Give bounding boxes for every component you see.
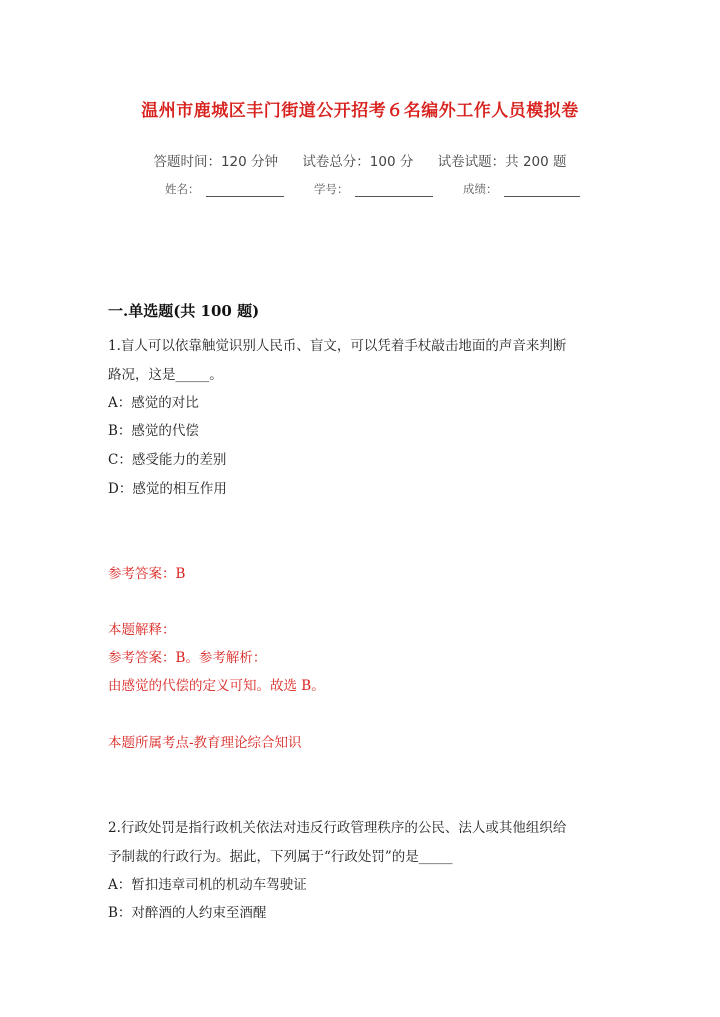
question-1-option-a: A：感觉的对比 bbox=[108, 395, 199, 411]
score-label: 成绩： bbox=[463, 182, 498, 196]
exam-total-score: 试卷总分：100 分 bbox=[302, 154, 414, 170]
question-2-stem-line-1: 2.行政处罚是指行政机关依法对违反行政管理秩序的公民、法人或其他组织给 bbox=[108, 820, 567, 836]
question-1-explanation-title: 本题解释： bbox=[108, 622, 176, 638]
student-id-label: 学号： bbox=[314, 182, 349, 196]
question-1-topic: 本题所属考点-教育理论综合知识 bbox=[108, 735, 302, 751]
question-1-option-d: D：感觉的相互作用 bbox=[108, 481, 227, 497]
question-1-stem-line-1: 1.盲人可以依靠触觉识别人民币、盲文，可以凭着手杖敲击地面的声音来判断 bbox=[108, 338, 567, 354]
document-title: 温州市鹿城区丰门街道公开招考６名编外工作人员模拟卷 bbox=[141, 101, 579, 121]
name-field bbox=[165, 181, 284, 197]
question-2-option-b: B：对醉酒的人约束至酒醒 bbox=[108, 905, 267, 921]
question-1-explanation-answer: 参考答案：B。参考解析： bbox=[108, 650, 267, 666]
question-1-answer: 参考答案：B bbox=[108, 566, 186, 582]
exam-meta bbox=[0, 150, 720, 170]
exam-question-count: 试卷试题：共 200 题 bbox=[437, 154, 567, 170]
name-blank bbox=[206, 183, 284, 197]
student-id-blank bbox=[355, 183, 433, 197]
score-blank bbox=[504, 183, 580, 197]
section-heading: 一.单选题(共 100 题) bbox=[108, 302, 260, 320]
question-1-explanation-text: 由感觉的代偿的定义可知。故选 B。 bbox=[108, 678, 325, 694]
score-field bbox=[463, 181, 580, 197]
question-1-option-c: C：感受能力的差别 bbox=[108, 452, 227, 468]
name-label: 姓名： bbox=[165, 182, 200, 196]
question-2-option-a: A：暂扣违章司机的机动车驾驶证 bbox=[108, 877, 307, 893]
exam-time: 答题时间：120 分钟 bbox=[153, 154, 279, 170]
student-id-field bbox=[314, 181, 433, 197]
question-1-option-b: B：感觉的代偿 bbox=[108, 423, 199, 439]
question-2-stem-line-2: 予制裁的行政行为。据此，下列属于“行政处罚”的是_____ bbox=[108, 849, 453, 865]
question-1-stem-line-2: 路况，这是_____。 bbox=[108, 367, 223, 383]
